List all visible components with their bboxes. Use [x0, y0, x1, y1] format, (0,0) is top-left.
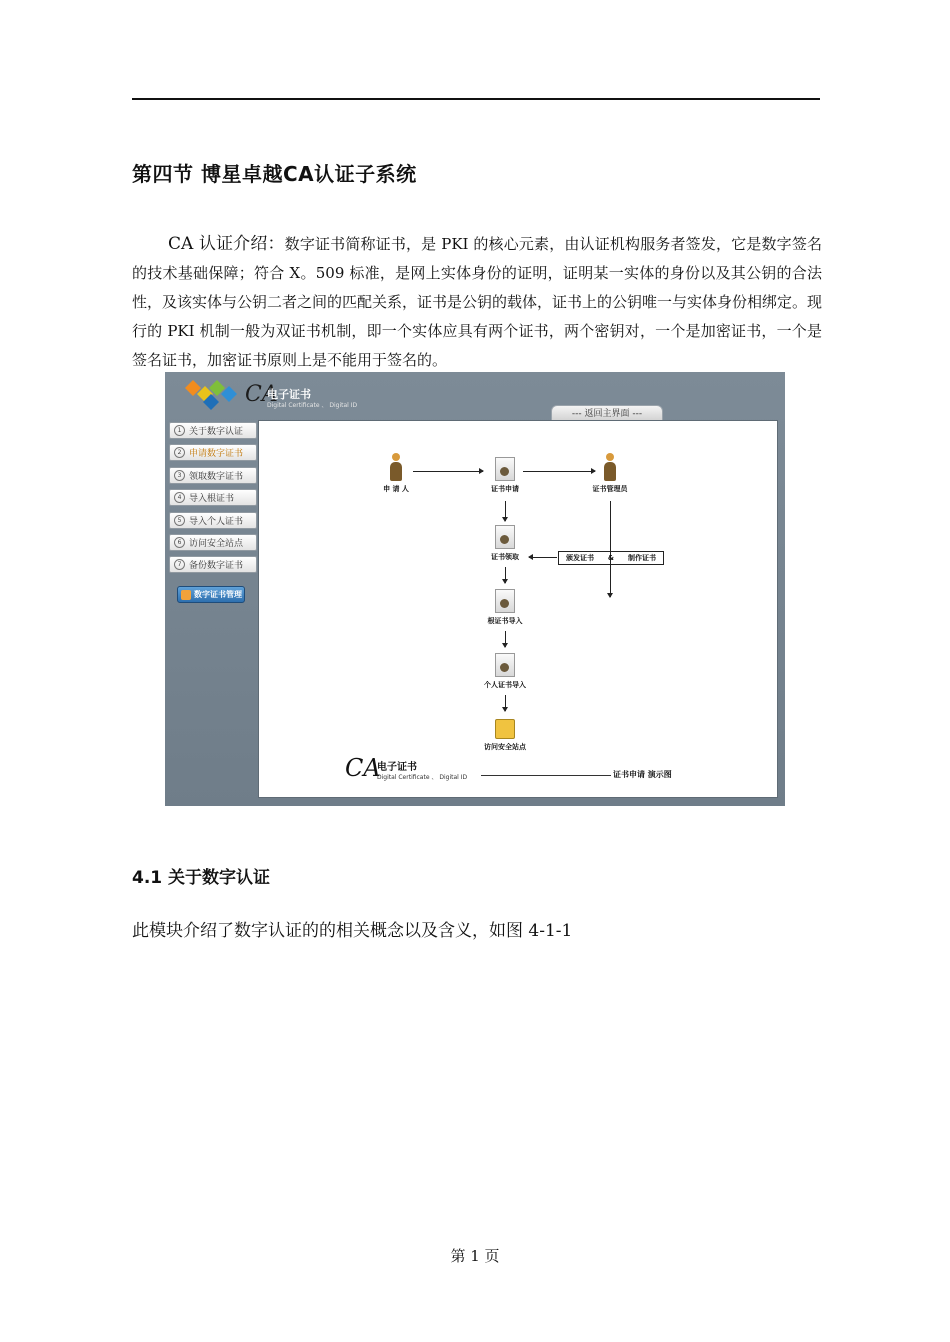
arrow-apply [413, 471, 483, 472]
menu-item-visit-site[interactable]: 6 访问安全站点 [169, 534, 257, 551]
footer-demo-label: 证书申请 演示图 [613, 770, 672, 779]
personal-import-icon [495, 653, 515, 677]
menu-item-import-personal[interactable]: 5 导入个人证书 [169, 512, 257, 529]
logo-cn: 电子证书 [267, 388, 311, 401]
node-personal-import: 个人证书导入 [475, 653, 535, 690]
node-admin: 证书管理员 [585, 453, 635, 494]
node-root-import: 根证书导入 [479, 589, 531, 626]
footer-ca: CA [345, 754, 381, 782]
footer-en: Digital Certificate 、 Digital ID [377, 774, 468, 781]
lock-icon [495, 719, 515, 739]
sub-heading: 4.1 关于数字认证 [132, 868, 271, 888]
cert-manager-icon [181, 590, 191, 600]
arrow-to-root [505, 567, 506, 583]
menu-item-about[interactable]: 1 关于数字认证 [169, 422, 257, 439]
menu-item-receive[interactable]: 3 领取数字证书 [169, 467, 257, 484]
logo-diamonds-icon [183, 378, 243, 412]
logo-en: Digital Certificate 、 Digital ID [267, 402, 358, 409]
side-menu [169, 422, 257, 579]
arrow-to-receive [505, 501, 506, 521]
cert-manager-button[interactable]: 数字证书管理 [177, 586, 245, 603]
root-import-icon [495, 589, 515, 613]
section-title: 第四节 博星卓越CA认证子系统 [132, 162, 417, 186]
issue-box: 颁发证书 & 制作证书 [558, 551, 664, 565]
logo-ca: CA [245, 382, 278, 407]
footer-rule [481, 775, 611, 776]
page-number: 第 1 页 [450, 1247, 500, 1265]
arrow-to-visit [505, 695, 506, 711]
footer-cn: 电子证书 [377, 762, 417, 773]
menu-item-import-root[interactable]: 4 导入根证书 [169, 489, 257, 506]
intro-lead: CA 认证介绍： [168, 234, 285, 254]
menu-item-apply[interactable]: 2 申请数字证书 [169, 444, 257, 461]
intro-text: 数字证书简称证书，是 PKI 的核心元素，由认证机构服务者签发，它是数字签名的技术基础保障；符合 X。509 标准，是网上实体身份的证明，证明某一实体的身份以及其公钥的合法性，及该实体与公钥二者之间的匹配关系，证书是公钥的载体，证书上的公钥唯一与实体身份相绑定。现行的 PKI 机制一般为双证书机制，即一个实体应具有两个证书，两个密钥对，一个是加密证书，一个是签名证书，加密证书原则上是不能用于签名的。 [132, 235, 823, 369]
arrow-to-issue [610, 501, 611, 597]
intro-paragraph [132, 230, 822, 375]
arrow-to-personal [505, 631, 506, 647]
node-visit: 访问安全站点 [475, 719, 535, 752]
arrow-from-issue [529, 557, 557, 558]
header-rule [132, 98, 820, 100]
node-applicant: 申 请 人 [381, 453, 411, 494]
flow-panel [258, 420, 778, 798]
receive-document-icon [495, 525, 515, 549]
return-main-tab[interactable]: --- 返回主界面 --- [551, 405, 663, 423]
applicant-person-icon [389, 453, 403, 481]
apply-document-icon [495, 457, 515, 481]
admin-person-icon [603, 453, 617, 481]
node-receive: 证书领取 [485, 525, 525, 562]
ca-screenshot [165, 372, 785, 806]
body-line: 此模块介绍了数字认证的的相关概念以及含义，如图 4-1-1 [132, 921, 573, 941]
node-apply: 证书申请 [485, 457, 525, 494]
menu-item-backup[interactable]: 7 备份数字证书 [169, 556, 257, 573]
